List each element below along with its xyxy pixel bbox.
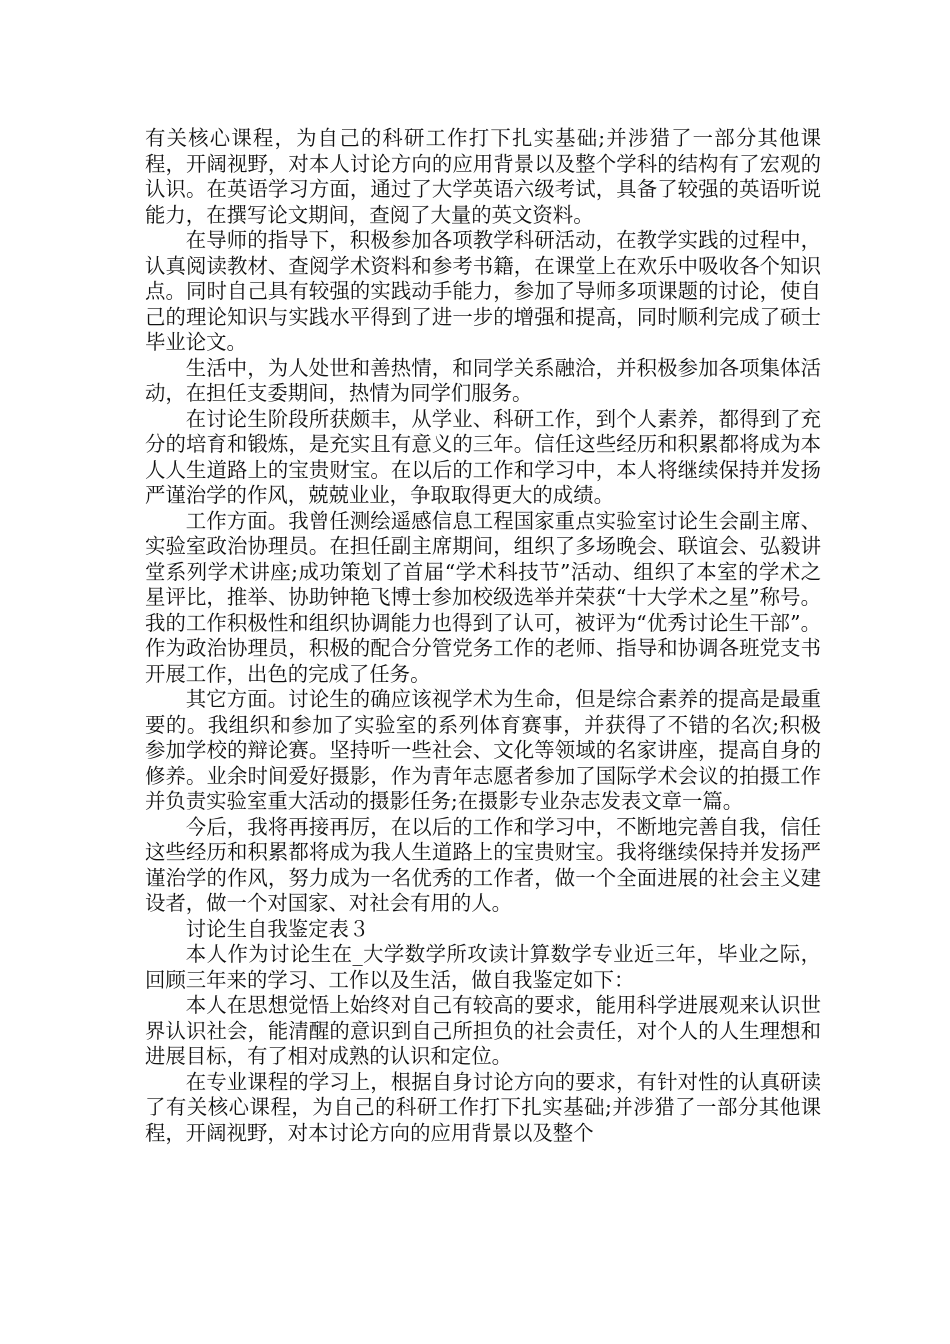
paragraph-life: 生活中，为人处世和善热情，和同学关系融洽，并积极参加各项集体活动，在担任支委期间，热情为同学们服务。 <box>145 355 821 405</box>
paragraph-work: 工作方面。我曾任测绘遥感信息工程国家重点实验室讨论生会副主席、实验室政治协理员。在担任副主席期间，组织了多场晚会、联谊会、弘毅讲堂系列学术讲座;成功策划了首届“学术科技节”活动、组织了本室的学术之星评比，推举、协助钟艳飞博士参加校级选举并荣获“十大学术之星”称号。我的工作积极性和组织协调能力也得到了认可，被评为“优秀讨论生干部”。作为政治协理员，积极的配合分管党务工作的老师、指导和协调各班党支书开展工作，出色的完成了任务。 <box>145 508 821 686</box>
paragraph-continuation: 有关核心课程，为自己的科研工作打下扎实基础;并涉猎了一部分其他课程，开阔视野，对本人讨论方向的应用背景以及整个学科的结构有了宏观的认识。在英语学习方面，通过了大学英语六级考试，具备了较强的英语听说能力，在撰写论文期间，查阅了大量的英文资料。 <box>145 126 821 227</box>
section-heading: 讨论生自我鉴定表３ <box>185 916 370 941</box>
paragraph-ideology: 本人在思想觉悟上始终对自己有较高的要求，能用科学进展观来认识世界认识社会，能清醒的意识到自己所担负的社会责任，对个人的人生理想和进展目标，有了相对成熟的认识和定位。 <box>145 993 821 1068</box>
paragraph-advisor-guidance: 在导师的指导下，积极参加各项教学科研活动，在教学实践的过程中，认真阅读教材、查阅学术资料和参考书籍，在课堂上在欢乐中吸收各个知识点。同时自己具有较强的实践动手能力，参加了导师多项课题的讨论，使自己的理论知识与实践水平得到了进一步的增强和提高，同时顺利完成了硕士毕业论文。 <box>145 228 821 354</box>
document-body <box>145 126 821 1146</box>
paragraph-graduate-stage: 在讨论生阶段所获颇丰，从学业、科研工作，到个人素养，都得到了充分的培育和锻炼，是充实且有意义的三年。信任这些经历和积累都将成为本人人生道路上的宝贵财宝。在以后的工作和学习中，本人将继续保持并发扬严谨治学的作风，兢兢业业，争取取得更大的成绩。 <box>145 406 821 507</box>
paragraph-intro: 本人作为讨论生在_大学数学所攻读计算数学专业近三年，毕业之际，回顾三年来的学习、工作以及生活，做自我鉴定如下： <box>145 942 821 992</box>
paragraph-other-aspects: 其它方面。讨论生的确应该视学术为生命，但是综合素养的提高是最重要的。我组织和参加了实验室的系列体育赛事，并获得了不错的名次;积极参加学校的辩论赛。坚持听一些社会、文化等领域的名家讲座，提高自身的修养。业余时间爱好摄影，作为青年志愿者参加了国际学术会议的拍摄工作并负责实验室重大活动的摄影任务;在摄影专业杂志发表文章一篇。 <box>145 687 821 813</box>
paragraph-future: 今后，我将再接再厉，在以后的工作和学习中，不断地完善自我，信任这些经历和积累都将成为我人生道路上的宝贵财宝。我将继续保持并发扬严谨治学的作风，努力成为一名优秀的工作者，做一个全面进展的社会主义建设者，做一个对国家、对社会有用的人。 <box>145 814 821 915</box>
paragraph-courses: 在专业课程的学习上，根据自身讨论方向的要求，有针对性的认真研读了有关核心课程，为自己的科研工作打下扎实基础;并涉猎了一部分其他课程，开阔视野，对本讨论方向的应用背景以及整个 <box>145 1069 821 1145</box>
